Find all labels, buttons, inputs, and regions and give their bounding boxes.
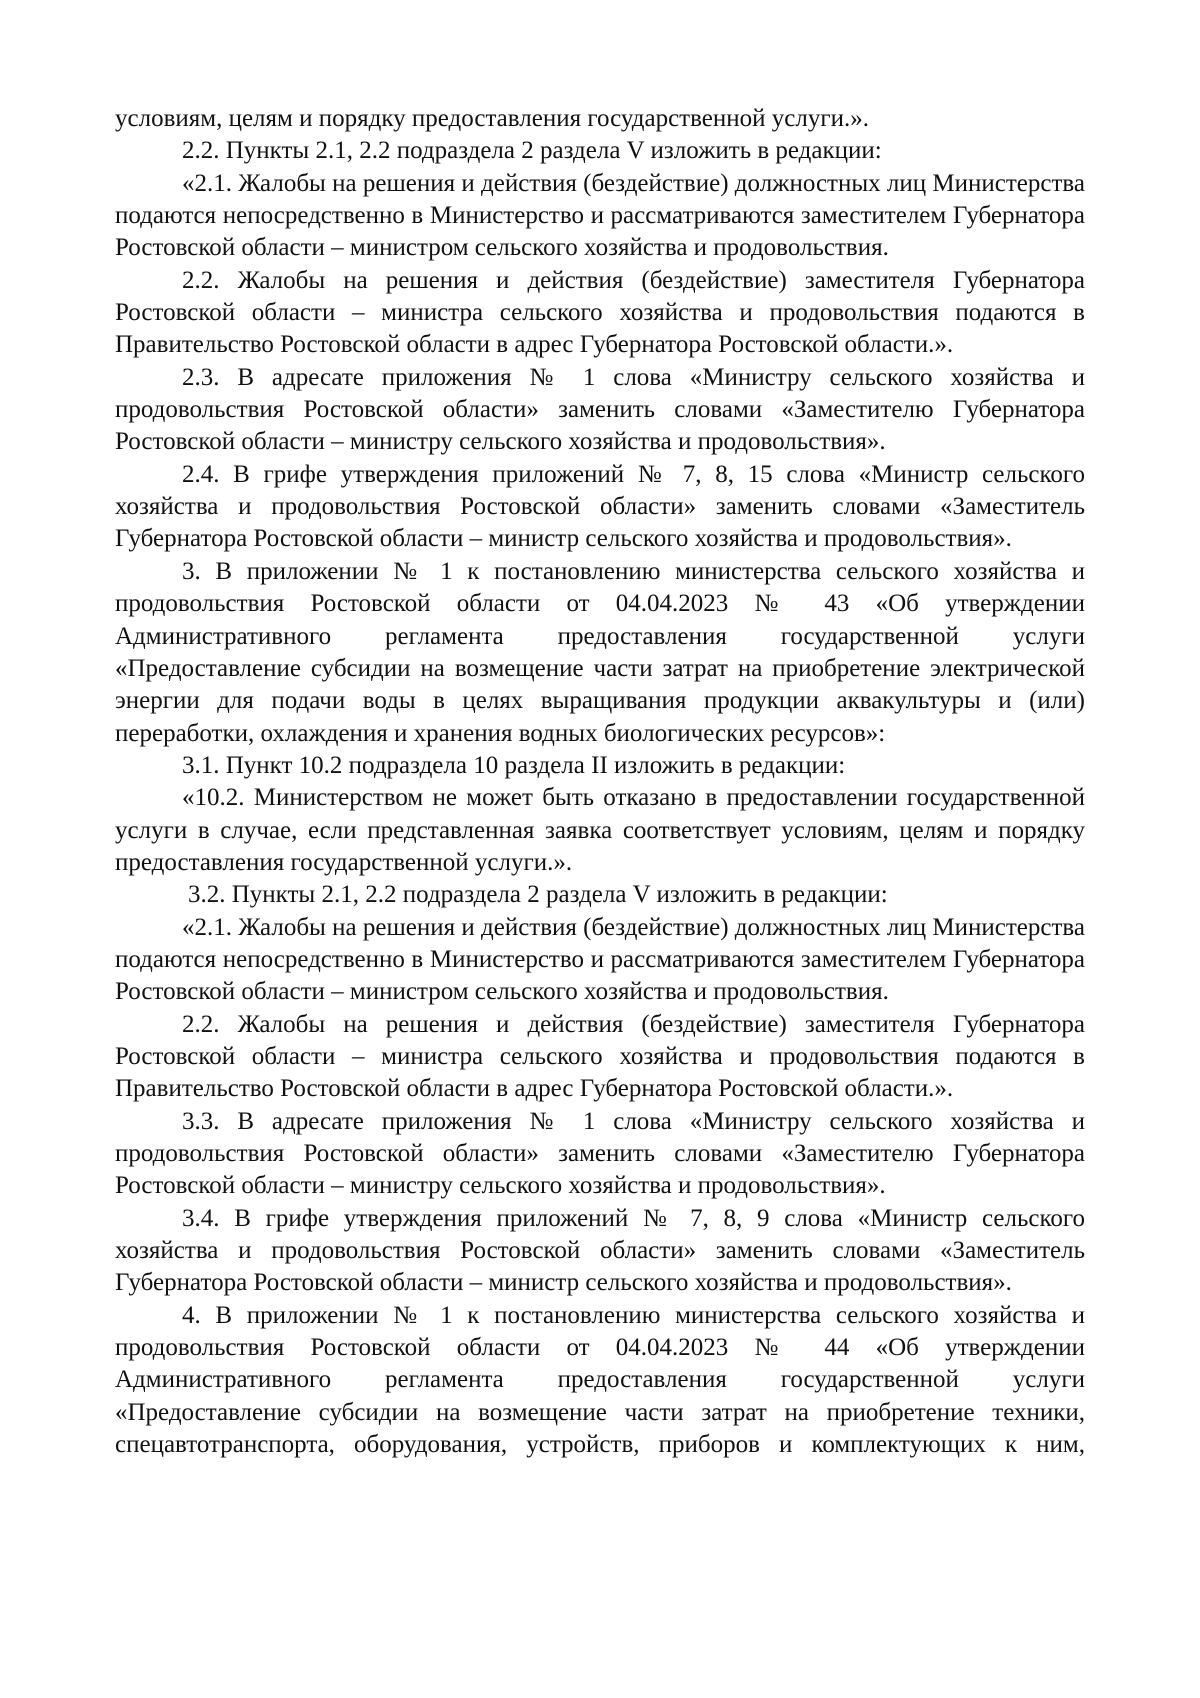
paragraph-quote-10-2: «10.2. Министерством не может быть отказано в предоставлении государственной услуги в случае, если представленная заявка соответствует условиям, целям и порядку предоставления государственной услуги.».: [115, 784, 1085, 876]
paragraph-item-2-2: 2.2. Пункты 2.1, 2.2 подраздела 2 раздела V изложить в редакции:: [182, 137, 882, 165]
paragraph-item-4: 4. В приложении № 1 к постановлению министерства сельского хозяйства и продовольствия Ростовской области от 04.04.2023 № 44 «Об утверждении Административного регламента предоставления государственной услуги «Предоставление субсидии на возмещение части затрат на приобретение техники, спецавтотранспорта, оборудования, устройств, приборов и комплектующих к ним,: [115, 1301, 1085, 1459]
paragraph-quote-2-2-second: 2.2. Жалобы на решения и действия (бездействие) заместителя Губернатора Ростовской области – министра сельского хозяйства и продовольствия подаются в Правительство Ростовской области в адрес Губернатора Ростовской области.».: [115, 1010, 1085, 1103]
paragraph-item-3: 3. В приложении № 1 к постановлению министерства сельского хозяйства и продовольствия Ростовской области от 04.04.2023 № 43 «Об утверждении Административного регламента предоставления государственной услуги «Предоставление субсидии на возмещение части затрат на приобретение электрической энергии для подачи воды в целях выращивания продукции аквакультуры и (или) переработки, охлаждения и хранения водных биологических ресурсов»:: [115, 557, 1085, 747]
paragraph-quote-2-2: 2.2. Жалобы на решения и действия (бездействие) заместителя Губернатора Ростовской области – министра сельского хозяйства и продовольствия подаются в Правительство Ростовской области в адрес Губернатора Ростовской области.».: [115, 266, 1085, 359]
paragraph-item-3-3: 3.3. В адресате приложения № 1 слова «Министру сельского хозяйства и продовольствия Ростовской области» заменить словами «Заместителю Губернатора Ростовской области – министру сельского хозяйства и продовольствия».: [115, 1107, 1085, 1200]
paragraph-item-2-3: 2.3. В адресате приложения № 1 слова «Министру сельского хозяйства и продовольствия Ростовской области» заменить словами «Заместителю Губернатора Ростовской области – министру сельского хозяйства и продовольствия».: [115, 363, 1085, 456]
paragraph-item-3-4: 3.4. В грифе утверждения приложений № 7, 8, 9 слова «Министр сельского хозяйства и продовольствия Ростовской области» заменить словами «Заместитель Губернатора Ростовской области – министр сельского хозяйства и продовольствия».: [115, 1204, 1085, 1297]
paragraph-continued-text: условиям, целям и порядку предоставления государственной услуги.».: [115, 105, 869, 132]
paragraph-quote-2-1: «2.1. Жалобы на решения и действия (бездействие) должностных лиц Министерства подаются непосредственно в Министерство и рассматриваются заместителем Губернатора Ростовской области – министром сельского хозяйства и продовольствия.: [115, 169, 1085, 262]
paragraph-quote-2-1-second: «2.1. Жалобы на решения и действия (бездействие) должностных лиц Министерства подаются непосредственно в Министерство и рассматриваются заместителем Губернатора Ростовской области – министром сельского хозяйства и продовольствия.: [115, 913, 1085, 1006]
paragraph-item-3-1: 3.1. Пункт 10.2 подраздела 10 раздела II изложить в редакции:: [182, 751, 846, 779]
paragraph-item-3-2: 3.2. Пункты 2.1, 2.2 подраздела 2 раздела V изложить в редакции:: [188, 881, 888, 909]
document-page: [115, 103, 1085, 1461]
paragraph-item-2-4: 2.4. В грифе утверждения приложений № 7, 8, 15 слова «Министр сельского хозяйства и продовольствия Ростовской области» заменить словами «Заместитель Губернатора Ростовской области – министр сельского хозяйства и продовольствия».: [115, 460, 1085, 553]
